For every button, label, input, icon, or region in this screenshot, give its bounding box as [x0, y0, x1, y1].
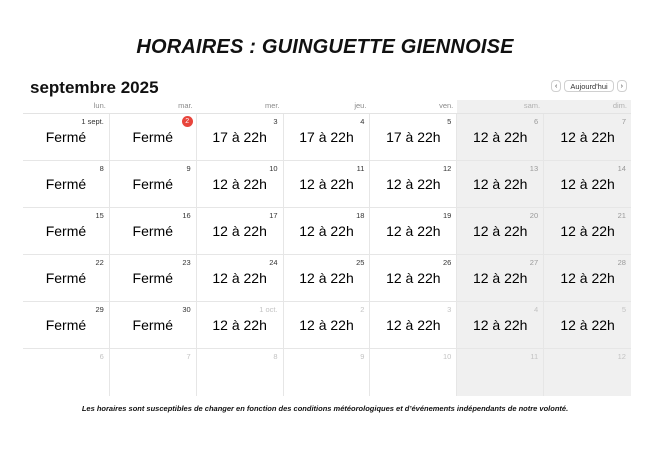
weekday-label: mar.: [110, 100, 197, 114]
weekday-label: jeu.: [284, 100, 371, 114]
day-number: 27: [529, 258, 539, 267]
opening-hours: 12 à 22h: [386, 317, 441, 333]
day-number: 12: [617, 352, 626, 361]
day-number: 10: [442, 352, 452, 361]
day-number: 1 oct.: [259, 305, 278, 314]
weekday-label: sam.: [457, 100, 544, 114]
opening-hours: Fermé: [45, 317, 87, 333]
opening-hours: Fermé: [45, 223, 87, 239]
day-cell[interactable]: [284, 161, 371, 208]
opening-hours: 12 à 22h: [386, 176, 441, 192]
opening-hours: Fermé: [45, 270, 87, 286]
day-cell[interactable]: [457, 349, 544, 396]
weekday-label: dim.: [544, 100, 631, 114]
opening-hours: 17 à 22h: [299, 129, 354, 145]
day-cell[interactable]: [370, 161, 457, 208]
day-cell[interactable]: [457, 114, 544, 161]
day-number: 16: [182, 211, 191, 220]
day-number: 19: [442, 211, 452, 220]
opening-hours: Fermé: [132, 317, 173, 333]
day-number: 18: [356, 211, 365, 220]
day-cell[interactable]: [197, 161, 284, 208]
opening-hours: 12 à 22h: [560, 176, 615, 192]
prev-month-button[interactable]: ‹: [551, 80, 561, 92]
opening-hours: 12 à 22h: [212, 317, 267, 333]
day-number: 11: [530, 352, 539, 361]
opening-hours: 12 à 22h: [472, 129, 528, 145]
day-number: 23: [182, 258, 191, 267]
opening-hours: Fermé: [132, 129, 173, 145]
day-cell[interactable]: [197, 208, 284, 255]
day-cell[interactable]: [457, 161, 544, 208]
day-number: 24: [269, 258, 278, 267]
day-number: 9: [186, 164, 191, 173]
opening-hours: 12 à 22h: [212, 176, 267, 192]
day-cell[interactable]: [110, 255, 197, 302]
day-number: 6: [533, 117, 539, 126]
opening-hours: 12 à 22h: [299, 270, 354, 286]
day-number: 13: [529, 164, 539, 173]
day-number: 7: [621, 117, 626, 126]
day-cell[interactable]: [544, 349, 631, 396]
day-number: 7: [186, 352, 191, 361]
next-month-button[interactable]: ›: [617, 80, 627, 92]
day-cell[interactable]: [110, 349, 197, 396]
day-cell[interactable]: [284, 302, 371, 349]
footer-note: Les horaires sont susceptibles de changer en fonction des conditions météorologiques et d’événements indépendants de notre volonté.: [81, 404, 569, 413]
opening-hours: 12 à 22h: [212, 223, 267, 239]
day-cell[interactable]: [370, 208, 457, 255]
day-number: 6: [99, 352, 104, 361]
day-cell[interactable]: [110, 208, 197, 255]
day-number: 21: [617, 211, 626, 220]
day-cell[interactable]: [23, 349, 110, 396]
opening-hours: 17 à 22h: [212, 129, 267, 145]
opening-hours: Fermé: [45, 129, 87, 145]
day-cell[interactable]: [284, 208, 371, 255]
opening-hours: 12 à 22h: [560, 317, 615, 333]
day-number: 14: [617, 164, 626, 173]
day-cell[interactable]: [197, 302, 284, 349]
opening-hours: 12 à 22h: [472, 223, 528, 239]
day-number: 1 sept.: [81, 117, 104, 126]
opening-hours: Fermé: [132, 176, 173, 192]
day-cell[interactable]: [110, 114, 197, 161]
opening-hours: 12 à 22h: [299, 223, 354, 239]
day-number: 4: [360, 117, 365, 126]
weekday-label: mer.: [197, 100, 284, 114]
day-number: 11: [356, 164, 365, 173]
day-cell[interactable]: [544, 255, 631, 302]
day-number: 3: [447, 305, 452, 314]
day-cell[interactable]: [284, 255, 371, 302]
day-number: 30: [182, 305, 191, 314]
day-number: 8: [99, 164, 104, 173]
day-number: 8: [273, 352, 278, 361]
today-date-badge: 2: [182, 116, 193, 127]
day-number: 4: [533, 305, 539, 314]
day-cell[interactable]: [370, 349, 457, 396]
day-cell[interactable]: [284, 114, 371, 161]
page-title: HORAIRES : GUINGUETTE GIENNOISE: [136, 36, 514, 58]
day-number: 5: [621, 305, 626, 314]
day-cell[interactable]: [544, 302, 631, 349]
day-cell[interactable]: [197, 349, 284, 396]
day-number: 10: [269, 164, 278, 173]
day-cell[interactable]: [110, 302, 197, 349]
day-number: 15: [95, 211, 104, 220]
day-cell[interactable]: [457, 302, 544, 349]
opening-hours: 12 à 22h: [560, 223, 615, 239]
day-number: 20: [529, 211, 539, 220]
day-cell[interactable]: [370, 255, 457, 302]
opening-hours: 12 à 22h: [472, 176, 528, 192]
day-number: 12: [442, 164, 452, 173]
opening-hours: 12 à 22h: [299, 317, 354, 333]
opening-hours: Fermé: [132, 270, 173, 286]
opening-hours: 12 à 22h: [560, 270, 615, 286]
day-number: 2: [360, 305, 365, 314]
opening-hours: 12 à 22h: [560, 129, 615, 145]
day-cell[interactable]: [110, 161, 197, 208]
weekday-label: lun.: [23, 100, 110, 114]
day-cell[interactable]: [23, 114, 110, 161]
calendar-grid: [23, 114, 631, 396]
day-number: 25: [356, 258, 365, 267]
opening-hours: 12 à 22h: [386, 270, 441, 286]
day-cell[interactable]: [23, 161, 110, 208]
day-number: 9: [360, 352, 365, 361]
opening-hours: 12 à 22h: [212, 270, 267, 286]
day-cell[interactable]: [457, 208, 544, 255]
day-number: 17: [269, 211, 278, 220]
opening-hours: 12 à 22h: [472, 317, 528, 333]
day-cell[interactable]: [544, 161, 631, 208]
day-number: 3: [273, 117, 278, 126]
weekday-header-row: [23, 100, 631, 114]
today-button[interactable]: Aujourd'hui: [564, 80, 613, 92]
day-cell[interactable]: [544, 114, 631, 161]
opening-hours: 12 à 22h: [299, 176, 354, 192]
opening-hours: Fermé: [45, 176, 87, 192]
opening-hours: 12 à 22h: [472, 270, 528, 286]
day-cell[interactable]: [23, 302, 110, 349]
day-cell[interactable]: [23, 208, 110, 255]
day-number: 28: [617, 258, 626, 267]
day-cell[interactable]: [23, 255, 110, 302]
opening-hours: 12 à 22h: [386, 223, 441, 239]
day-cell[interactable]: [544, 208, 631, 255]
day-cell[interactable]: [370, 114, 457, 161]
day-number: 26: [442, 258, 452, 267]
day-cell[interactable]: [284, 349, 371, 396]
day-number: 29: [95, 305, 104, 314]
month-navigation: [551, 80, 627, 92]
day-cell[interactable]: [457, 255, 544, 302]
day-cell[interactable]: [370, 302, 457, 349]
weekday-label: ven.: [370, 100, 457, 114]
opening-hours: 17 à 22h: [386, 129, 441, 145]
month-title: septembre 2025: [30, 78, 159, 97]
month-calendar: [23, 100, 631, 396]
day-cell[interactable]: [197, 255, 284, 302]
opening-hours: Fermé: [132, 223, 173, 239]
day-number: 5: [447, 117, 452, 126]
day-cell[interactable]: [197, 114, 284, 161]
day-number: 22: [95, 258, 104, 267]
